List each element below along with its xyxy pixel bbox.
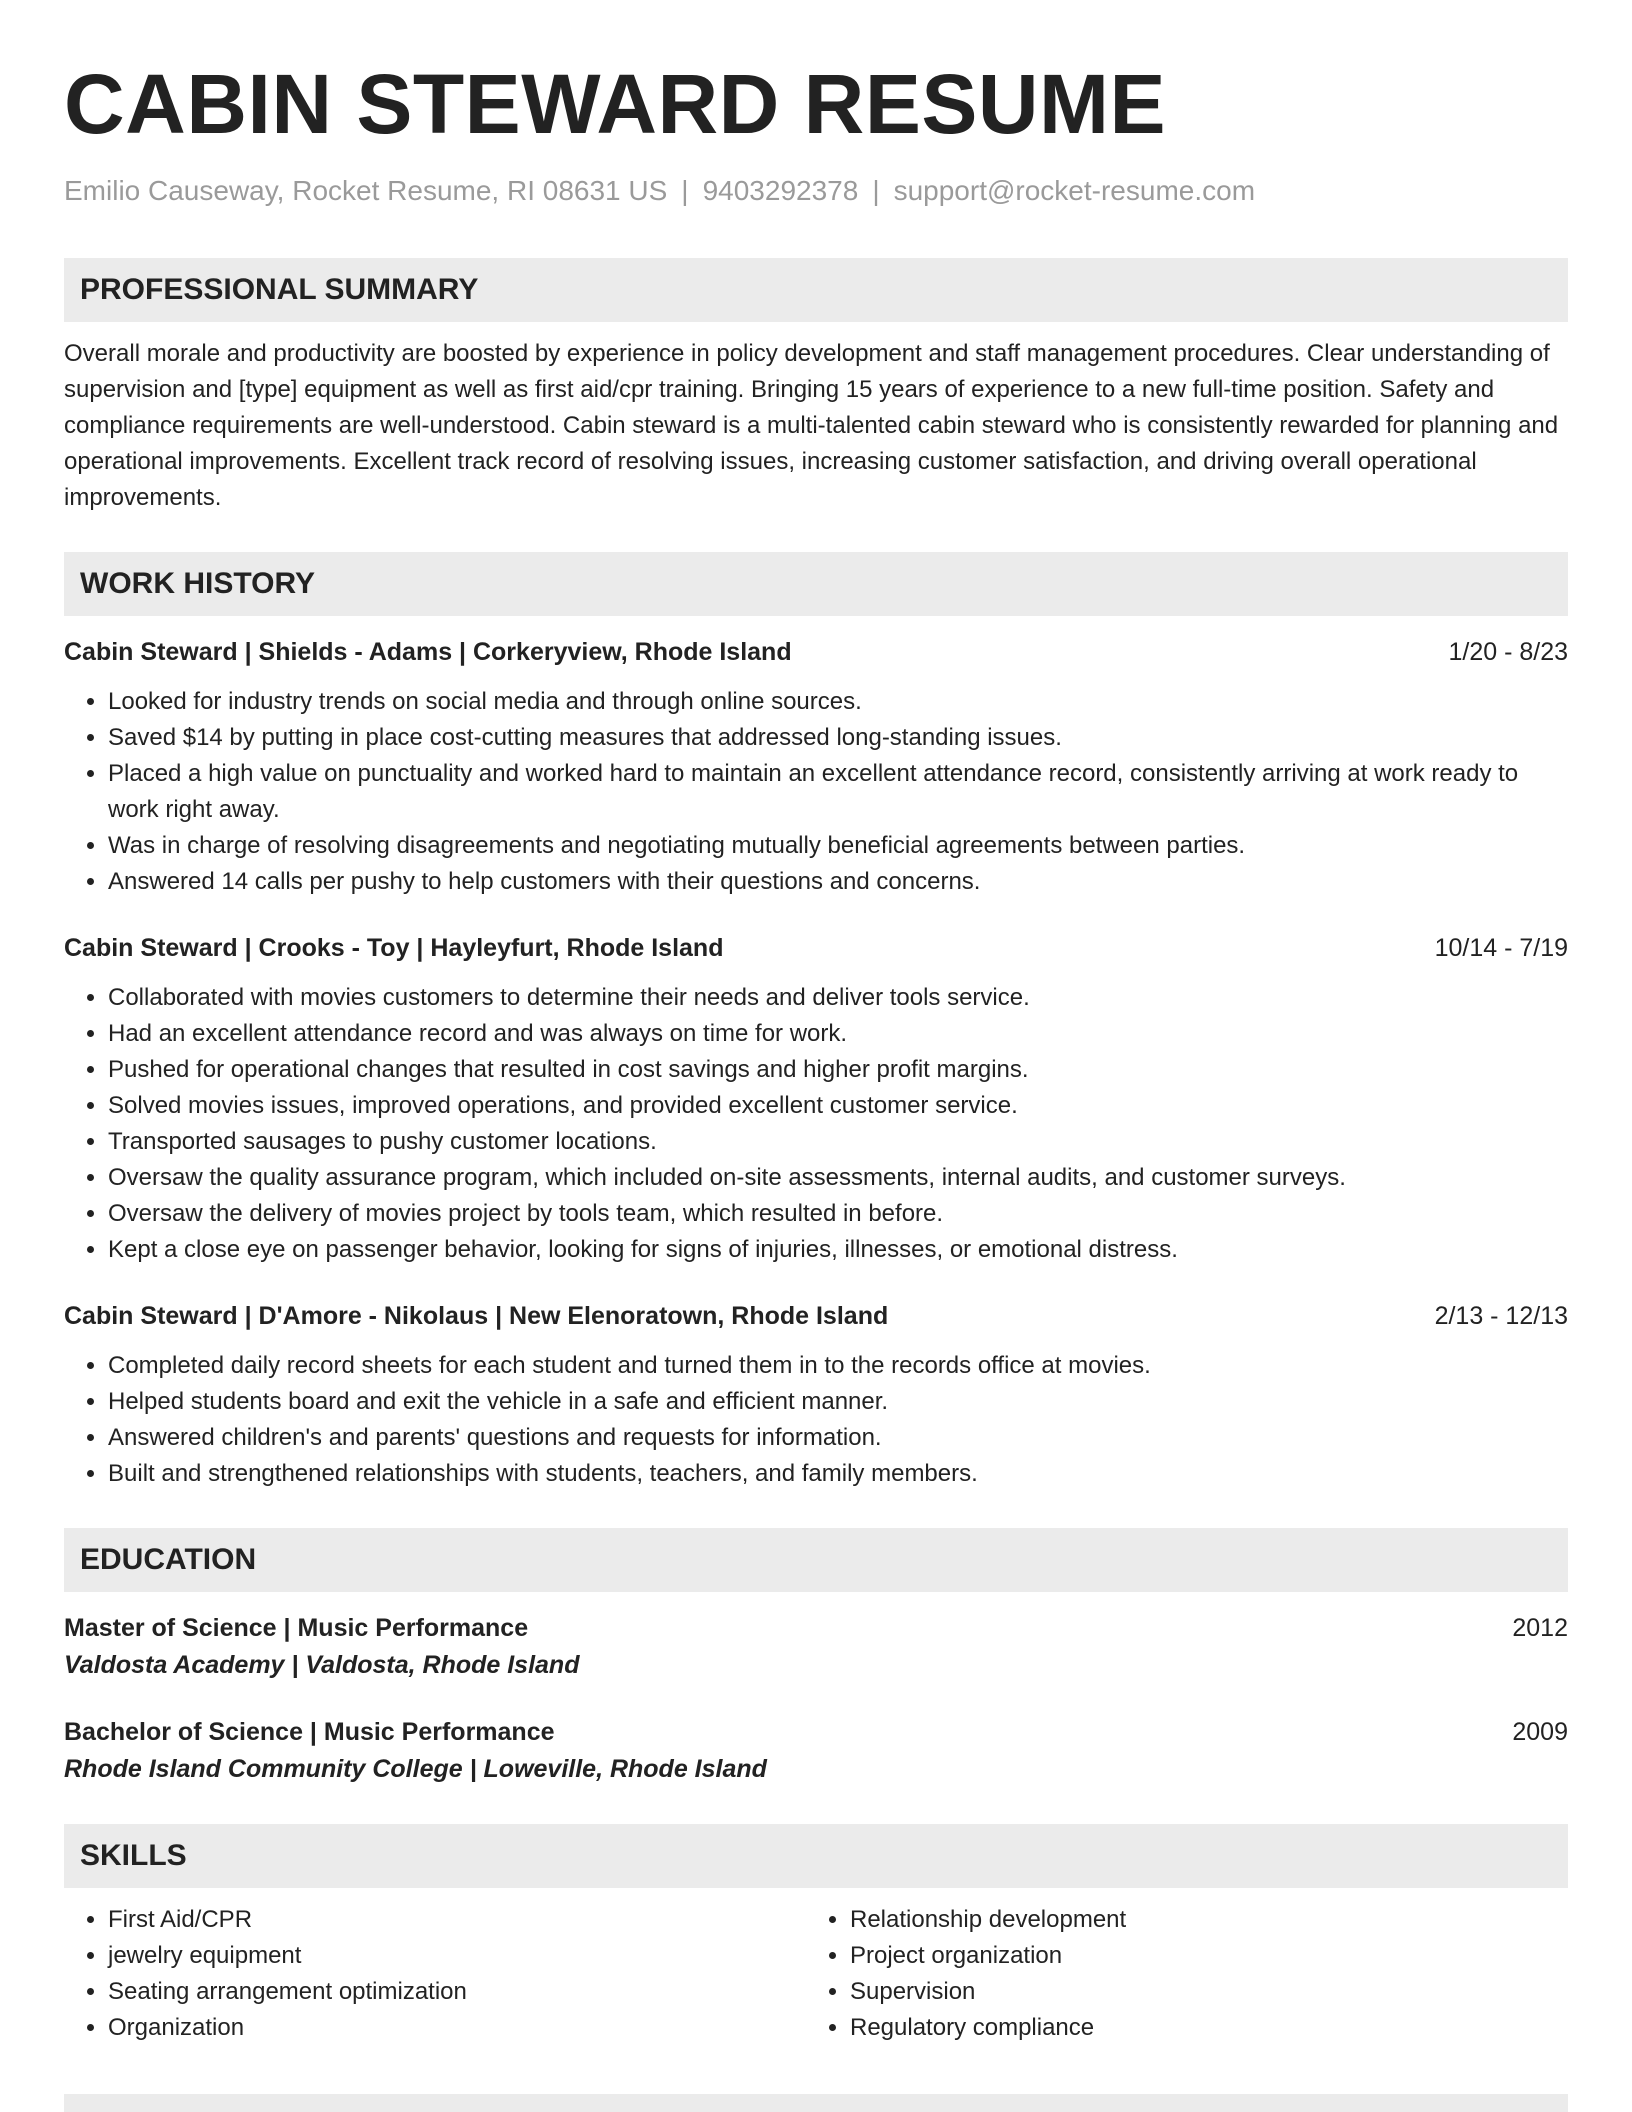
job-dates: 10/14 - 7/19 bbox=[1434, 934, 1568, 962]
contact-phone: 9403292378 bbox=[702, 175, 859, 206]
job-bullet: • Kept a close eye on passenger behavior, looking for signs of injuries, illnesses, or emotional distress. bbox=[108, 1232, 1568, 1268]
job-bullet: • Helped students board and exit the vehicle in a safe and efficient manner. bbox=[108, 1384, 1568, 1420]
job-title: Cabin Steward | D'Amore - Nikolaus | New Elenoratown, Rhode Island bbox=[64, 1302, 889, 1330]
job-bullet: • Transported sausages to pushy customer locations. bbox=[108, 1124, 1568, 1160]
job-bullet: • Saved $14 by putting in place cost-cutting measures that addressed long-standing issues. bbox=[108, 720, 1568, 756]
job-title: Cabin Steward | Shields - Adams | Corkeryview, Rhode Island bbox=[64, 638, 792, 666]
resume-page bbox=[64, 0, 1568, 2046]
education-school: Rhode Island Community College | Loweville, Rhode Island bbox=[64, 1755, 767, 1783]
job-bullet: • Answered 14 calls per pushy to help customers with their questions and concerns. bbox=[108, 864, 1568, 900]
job-bullets bbox=[64, 1348, 1568, 1492]
contact-email: support@rocket-resume.com bbox=[893, 175, 1256, 206]
resume-title: CABIN STEWARD RESUME bbox=[64, 57, 1167, 151]
job-bullet: • Answered children's and parents' questions and requests for information. bbox=[108, 1420, 1568, 1456]
job-bullets bbox=[64, 684, 1568, 900]
job-bullet: • Had an excellent attendance record and was always on time for work. bbox=[108, 1016, 1568, 1052]
job-bullet: • Was in charge of resolving disagreements and negotiating mutually beneficial agreements between parties. bbox=[108, 828, 1568, 864]
education-entry bbox=[64, 1610, 1568, 1684]
job-bullet: • Oversaw the quality assurance program, which included on-site assessments, internal audits, and customer surveys. bbox=[108, 1160, 1568, 1196]
job-bullet: • Placed a high value on punctuality and worked hard to maintain an excellent attendance record, consistently arriving at work ready to work right away. bbox=[108, 756, 1568, 828]
contact-address: Emilio Causeway, Rocket Resume, RI 08631 US bbox=[64, 175, 668, 206]
section-header-education: EDUCATION bbox=[64, 1528, 1568, 1592]
job-bullet: • Completed daily record sheets for each student and turned them in to the records office at movies. bbox=[108, 1348, 1568, 1384]
job-dates: 2/13 - 12/13 bbox=[1434, 1302, 1568, 1330]
education-degree: Master of Science | Music Performance bbox=[64, 1614, 529, 1642]
job-bullet: • Solved movies issues, improved operations, and provided excellent customer service. bbox=[108, 1088, 1568, 1124]
skill-item: • jewelry equipment bbox=[108, 1938, 806, 1974]
skill-item: • Seating arrangement optimization bbox=[108, 1974, 806, 2010]
skill-item: • Relationship development bbox=[850, 1902, 1568, 1938]
skill-item: • First Aid/CPR bbox=[108, 1902, 806, 1938]
education-degree: Bachelor of Science | Music Performance bbox=[64, 1718, 555, 1746]
section-header-work-history: WORK HISTORY bbox=[64, 552, 1568, 616]
job-bullet: • Looked for industry trends on social media and through online sources. bbox=[108, 684, 1568, 720]
section-header-summary: PROFESSIONAL SUMMARY bbox=[64, 258, 1568, 322]
job-entry bbox=[64, 1298, 1568, 1492]
education-school: Valdosta Academy | Valdosta, Rhode Island bbox=[64, 1651, 580, 1679]
skill-item: • Project organization bbox=[850, 1938, 1568, 1974]
contact-line bbox=[64, 174, 1568, 208]
job-entry bbox=[64, 634, 1568, 900]
job-bullets bbox=[64, 980, 1568, 1268]
job-bullet: • Oversaw the delivery of movies project by tools team, which resulted in before. bbox=[108, 1196, 1568, 1232]
summary-text: Overall morale and productivity are boosted by experience in policy development and staff management procedures. Clear understanding of supervision and [type] equipment as well as first aid/cpr training. Bringing 15 years of experience to a new full-time position. Safety and compliance requirements are well-understood. Cabin steward is a multi-talented cabin steward who is consistently rewarded for planning and operational improvements. Excellent track record of resolving issues, increasing customer satisfaction, and driving overall operational improvements. bbox=[64, 340, 1559, 511]
education-entry bbox=[64, 1714, 1568, 1788]
section-header-skills: SKILLS bbox=[64, 1824, 1568, 1888]
job-bullet: • Collaborated with movies customers to determine their needs and deliver tools service. bbox=[108, 980, 1568, 1016]
job-bullet: • Pushed for operational changes that resulted in cost savings and higher profit margins. bbox=[108, 1052, 1568, 1088]
job-dates: 1/20 - 8/23 bbox=[1448, 638, 1568, 666]
skills-list bbox=[64, 1902, 1568, 2046]
skills-column-left bbox=[64, 1902, 806, 2046]
contact-separator: | bbox=[872, 175, 880, 206]
contact-separator: | bbox=[681, 175, 689, 206]
job-title: Cabin Steward | Crooks - Toy | Hayleyfurt, Rhode Island bbox=[64, 934, 724, 962]
job-bullet: • Built and strengthened relationships with students, teachers, and family members. bbox=[108, 1456, 1568, 1492]
skills-column-right bbox=[806, 1902, 1568, 2046]
job-entry bbox=[64, 930, 1568, 1268]
education-year: 2009 bbox=[1512, 1718, 1568, 1746]
education-year: 2012 bbox=[1512, 1614, 1568, 1642]
skill-item: • Supervision bbox=[850, 1974, 1568, 2010]
skill-item: • Regulatory compliance bbox=[850, 2010, 1568, 2046]
skill-item: • Organization bbox=[108, 2010, 806, 2046]
next-section-header-edge bbox=[64, 2094, 1568, 2112]
